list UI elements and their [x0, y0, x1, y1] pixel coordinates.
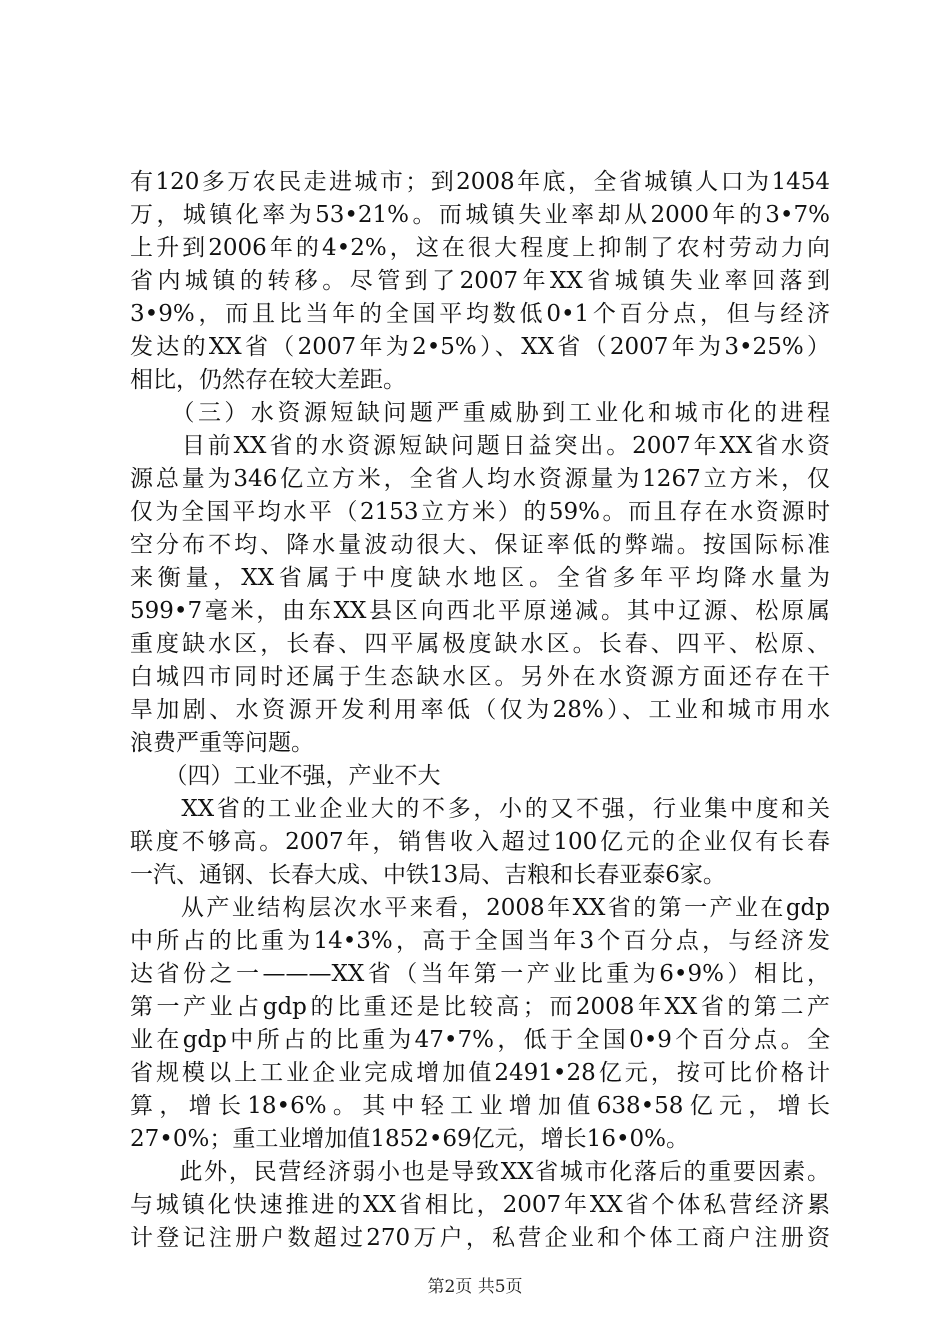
- text-line: 源总量为346亿立方米，全省人均水资源量为1267立方米，仅: [130, 466, 830, 492]
- text-line: 达省份之一———XX省（当年第一产业比重为6•9%）相比，: [130, 961, 830, 987]
- text-line: 来衡量，XX省属于中度缺水地区。全省多年平均降水量为: [130, 565, 830, 591]
- text-line: 万，城镇化率为53•21%。而城镇失业率却从2000年的3•7%: [130, 202, 830, 228]
- text-line: 白城四市同时还属于生态缺水区。另外在水资源方面还存在干: [130, 664, 830, 690]
- text-line: 发达的XX省（2007年为2•5%）、XX省（2007年为3•25%）: [130, 334, 830, 360]
- text-line: 上升到2006年的4•2%，这在很大程度上抑制了农村劳动力向: [130, 235, 830, 261]
- text-line: 算，增长18•6%。其中轻工业增加值638•58亿元，增长: [130, 1093, 830, 1119]
- text-line: 27•0%；重工业增加值1852•69亿元，增长16•0%。: [130, 1126, 690, 1152]
- text-line: 浪费严重等问题。: [130, 730, 314, 756]
- text-line: 一汽、通钢、长春大成、中铁13局、吉粮和长春亚泰6家。: [130, 862, 726, 888]
- text-line: 从产业结构层次水平来看，2008年XX省的第一产业在gdp: [130, 895, 830, 921]
- text-line: 中所占的比重为14•3%，高于全国当年3个百分点，与经济发: [130, 928, 830, 954]
- text-line: 目前XX省的水资源短缺问题日益突出。2007年XX省水资: [130, 433, 830, 459]
- text-line: （四）工业不强，产业不大: [130, 763, 441, 789]
- text-line: 省内城镇的转移。尽管到了2007年XX省城镇失业率回落到: [130, 268, 830, 294]
- page-footer: 第2页 共5页: [427, 1277, 523, 1297]
- text-line: 业在gdp中所占的比重为47•7%，低于全国0•9个百分点。全: [130, 1027, 830, 1053]
- text-line: 空分布不均、降水量波动很大、保证率低的弊端。按国际标准: [130, 532, 830, 558]
- text-line: 3•9%，而且比当年的全国平均数低0•1个百分点，但与经济: [130, 301, 830, 327]
- text-line: 第一产业占gdp的比重还是比较高；而2008年XX省的第二产: [130, 994, 830, 1020]
- text-line: 省规模以上工业企业完成增加值2491•28亿元，按可比价格计: [130, 1060, 830, 1086]
- text-line: 相比，仍然存在较大差距。: [130, 367, 406, 393]
- text-line: 仅为全国平均水平（2153立方米）的59%。而且存在水资源时: [130, 499, 830, 525]
- text-line: XX省的工业企业大的不多，小的又不强，行业集中度和关: [130, 796, 830, 822]
- text-line: 联度不够高。2007年，销售收入超过100亿元的企业仅有长春: [130, 829, 830, 855]
- text-line: 与城镇化快速推进的XX省相比，2007年XX省个体私营经济累: [130, 1192, 830, 1218]
- body-text: [130, 166, 830, 1255]
- text-line: 599•7毫米，由东XX县区向西北平原递减。其中辽源、松原属: [130, 598, 830, 624]
- text-line: 有120多万农民走进城市；到2008年底，全省城镇人口为1454: [130, 169, 830, 195]
- text-line: 计登记注册户数超过270万户，私营企业和个体工商户注册资: [130, 1225, 830, 1251]
- text-line: 此外，民营经济弱小也是导致XX省城市化落后的重要因素。: [130, 1159, 830, 1185]
- text-line: 重度缺水区，长春、四平属极度缺水区。长春、四平、松原、: [130, 631, 830, 657]
- text-line: （三）水资源短缺问题严重威胁到工业化和城市化的进程: [130, 400, 830, 426]
- text-line: 旱加剧、水资源开发利用率低（仅为28%）、工业和城市用水: [130, 697, 830, 723]
